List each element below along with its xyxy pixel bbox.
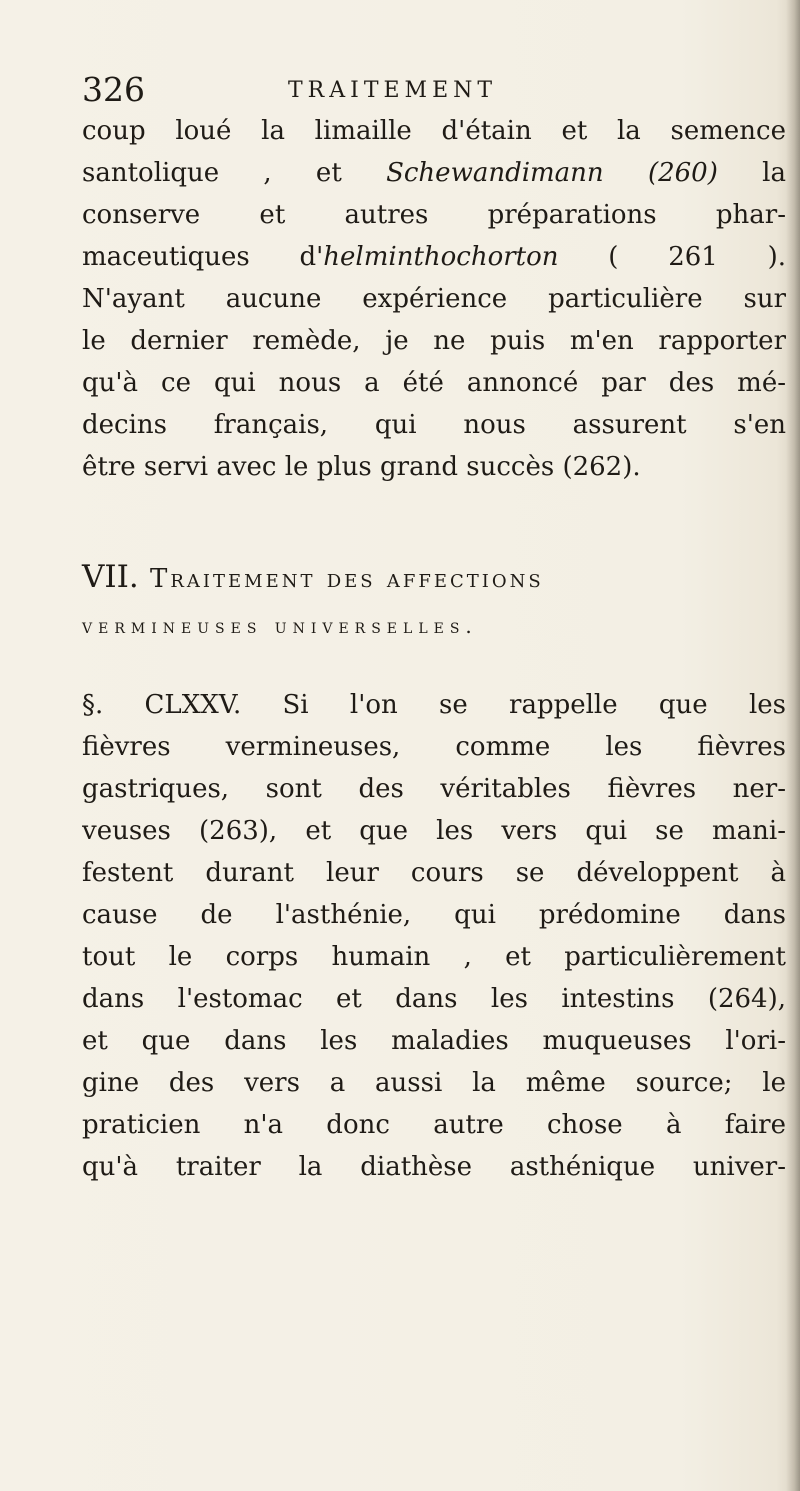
page-number: 326 (82, 70, 145, 109)
text-line: cause de l'asthénie, qui prédomine dans (82, 900, 786, 930)
section-title-line2: vermineuses universelles. (82, 614, 478, 638)
text-line: gastriques, sont des véritables fièvres ner- (82, 774, 786, 804)
text-line: praticien n'a donc autre chose à faire (82, 1110, 786, 1140)
paragraph-2 (82, 684, 786, 1188)
text-span: ( 261 ). (558, 242, 786, 272)
text-line: conserve et autres préparations phar- (82, 200, 786, 230)
text-line: festent durant leur cours se développent à (82, 858, 786, 888)
text-line: qu'à ce qui nous a été annoncé par des mé- (82, 368, 786, 398)
text-line: et que dans les maladies muqueuses l'ori- (82, 1026, 786, 1056)
running-head: TRAITEMENT (288, 78, 498, 103)
section-numeral: VII. (82, 559, 139, 595)
text-line: fièvres vermineuses, comme les fièvres (82, 732, 786, 762)
text-line: coup loué la limaille d'étain et la semence (82, 116, 786, 146)
text-line: §. CLXXV. Si l'on se rappelle que les (82, 690, 786, 720)
text-line: être servi avec le plus grand succès (262). (82, 452, 641, 482)
text-span: santolique , et (82, 158, 387, 188)
page-edge-shadow (786, 0, 800, 1491)
section-heading (82, 557, 786, 599)
text-span: maceutiques d' (82, 242, 324, 272)
page-header (82, 70, 782, 110)
text-line: N'ayant aucune expérience particulière sur (82, 284, 786, 314)
text-line: gine des vers a aussi la même source; le (82, 1068, 786, 1098)
text-line: decins français, qui nous assurent s'en (82, 410, 786, 440)
text-line: dans l'estomac et dans les intestins (264), (82, 984, 786, 1014)
text-line (82, 152, 786, 194)
text-span: la (717, 158, 786, 188)
remedy-name: helminthochorton (323, 242, 559, 272)
section-title-line1: Traitement des affections (150, 564, 544, 594)
text-line: tout le corps humain , et particulièrement (82, 942, 786, 972)
text-line (82, 236, 786, 278)
text-line: le dernier remède, je ne puis m'en rapporter (82, 326, 786, 356)
paragraph-1 (82, 110, 786, 488)
text-line: qu'à traiter la diathèse asthénique univer- (82, 1152, 786, 1182)
author-name: Schewandimann (260) (386, 158, 718, 188)
text-line: veuses (263), et que les vers qui se mani- (82, 816, 786, 846)
